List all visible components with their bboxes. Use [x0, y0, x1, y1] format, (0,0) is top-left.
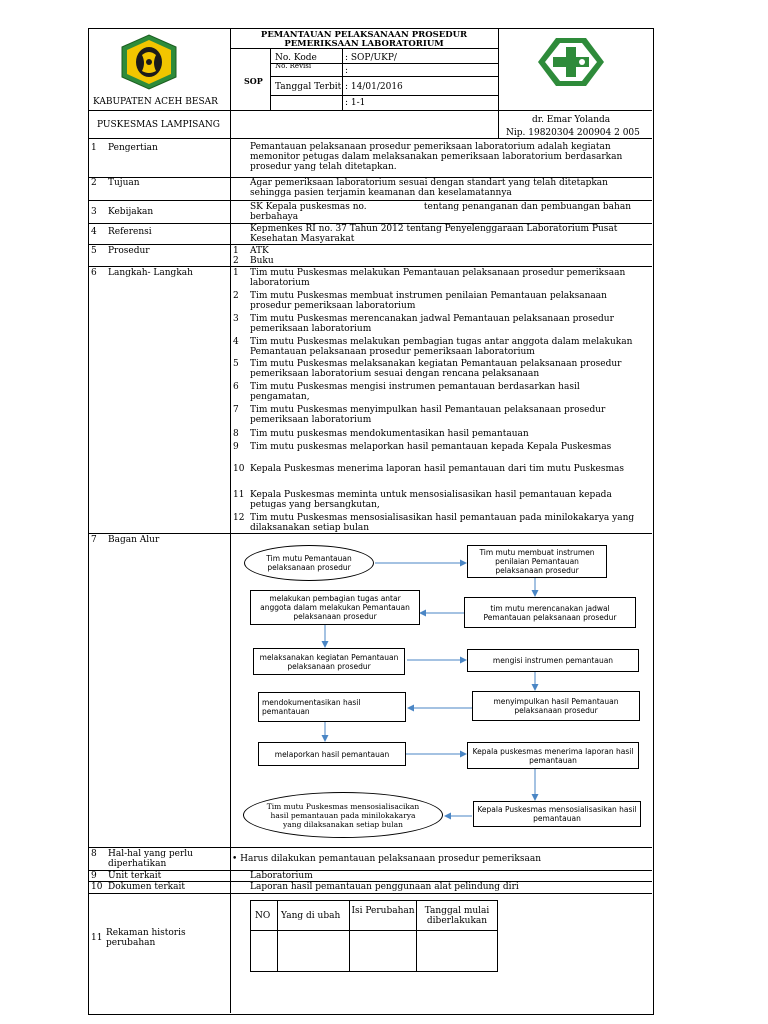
section-5-label: Prosedur	[108, 246, 150, 256]
step-item: Tim mutu Puskesmas menyimpulkan hasil Pemantauan pelaksanaan prosedur pemeriksaan laboratorium	[250, 405, 606, 425]
prosedur-item-2: Buku	[250, 256, 274, 266]
prosedur-item-2-number: 2	[233, 256, 239, 266]
step-item: Kepala Puskesmas menerima laporan hasil pemantauan dari tim mutu Puskesmas	[250, 464, 624, 474]
step-number: 2	[233, 291, 239, 301]
flow-box-10: Kepala puskesmas menerima laporan hasil pemantauan	[467, 742, 639, 769]
flow-box-4: melakukan pembagian tugas antar anggota dalam melakukan Pemantauan pelaksanaan prosedur	[250, 590, 420, 625]
signer-nip: Nip. 19820304 200904 2 005	[506, 128, 640, 138]
sop-label: SOP	[244, 76, 263, 86]
step-number: 6	[233, 382, 239, 392]
section-9-number: 9	[91, 871, 97, 881]
section-9-text: Laboratorium	[250, 871, 313, 881]
step-item: Tim mutu Puskesmas melakukan Pemantauan pelaksanaan prosedur pemeriksaan laboratorium	[250, 268, 626, 288]
step-number: 4	[233, 337, 239, 347]
document-title-line1: PEMANTAUAN PELAKSANAAN PROSEDUR	[260, 30, 468, 40]
flow-box-9: melaporkan hasil pemantauan	[258, 742, 406, 766]
flow-box-1: Tim mutu Pemantauan pelaksanaan prosedur	[244, 545, 374, 581]
step-number: 12	[233, 513, 245, 523]
section-3-label: Kebijakan	[108, 207, 154, 217]
prosedur-item-1-number: 1	[233, 246, 239, 256]
step-number: 8	[233, 429, 239, 439]
prosedur-item-1: ATK	[250, 246, 269, 256]
section-10-text: Laporan hasil pemantauan penggunaan alat pelindung diri	[250, 882, 519, 892]
aceh-besar-logo	[118, 33, 180, 91]
section-4-label: Referensi	[108, 227, 152, 237]
section-2-number: 2	[91, 178, 97, 188]
field-code-label: No. Kode	[275, 53, 317, 63]
section-8-number: 8	[91, 849, 97, 859]
health-cross-logo	[536, 36, 606, 88]
step-item: Tim mutu Puskesmas melakukan pembagian tugas antar anggota dalam melakukan Pemantauan pelaksanaan prosedur pemeriksaan laboratorium	[250, 337, 633, 357]
section-11-number: 11	[91, 933, 103, 943]
section-8-label: Hal-hal yang perlu diperhatikan	[108, 849, 193, 869]
flow-box-6: mengisi instrumen pemantauan	[467, 649, 639, 672]
step-number: 7	[233, 405, 239, 415]
step-number: 9	[233, 442, 239, 452]
section-7-label: Bagan Alur	[108, 535, 160, 545]
flow-box-12: Tim mutu Puskesmas mensosialisacikan hasil pemantauan pada minilokakarya yang dilaksanakan setiap bulan	[243, 792, 443, 838]
history-header-changed: Yang di ubah	[281, 911, 341, 921]
field-page-value: : 1-1	[345, 98, 366, 108]
section-6-number: 6	[91, 268, 97, 278]
step-item: Tim mutu Puskesmas mengisi instrumen pemantauan berdasarkan hasil pengamatan,	[250, 382, 580, 402]
field-revision-label: No. Revisi	[275, 63, 312, 69]
flow-box-5: melaksanakan kegiatan Pemantauan pelaksanaan prosedur	[253, 648, 405, 675]
step-item: Tim mutu Puskesmas merencanakan jadwal Pemantauan pelaksanaan prosedur pemeriksaan laboratorium	[250, 314, 614, 334]
section-7-number: 7	[91, 535, 97, 545]
step-number: 5	[233, 359, 239, 369]
section-10-number: 10	[91, 882, 103, 892]
flow-box-7: menyimpulkan hasil Pemantauan pelaksanaan prosedur	[472, 691, 640, 721]
section-2-text: Agar pemeriksaan laboratorium sesuai dengan standart yang telah ditetapkan sehingga pasien terjamin keamanan dan keselamatannya	[250, 178, 608, 198]
field-date-label: Tanggal Terbit	[275, 82, 342, 92]
history-header-no: NO	[255, 911, 271, 921]
section-1-text: Pemantauan pelaksanaan prosedur pemeriksaan laboratorium adalah kegiatan memonitor petugas dalam melaksanakan pemeriksaan laboratorium berdasarkan prosedur yang telah ditetapkan.	[250, 142, 623, 172]
section-3-text: SK Kepala puskesmas no. tentang penanganan dan pembuangan bahan berbahaya	[250, 202, 634, 222]
signer-name: dr. Emar Yolanda	[532, 115, 611, 125]
step-number: 10	[233, 464, 245, 474]
facility-name: PUSKESMAS LAMPISANG	[97, 120, 220, 130]
section-9-label: Unit terkait	[108, 871, 162, 881]
step-item: Tim mutu Puskesmas membuat instrumen penilaian Pemantauan pelaksanaan prosedur pemeriksaan laboratorium	[250, 291, 607, 311]
section-1-label: Pengertian	[108, 143, 158, 153]
step-item: Tim mutu Puskesmas mensosialisasikan hasil pemantauan pada minilokakarya yang dilaksanakan setiap bulan	[250, 513, 635, 533]
field-date-value: : 14/01/2016	[345, 82, 403, 92]
section-11-label: Rekaman historis perubahan	[106, 928, 186, 948]
step-number: 1	[233, 268, 239, 278]
flow-box-2: Tim mutu membuat instrumen penilaian Pemantauan pelaksanaan prosedur	[467, 545, 607, 578]
step-number: 3	[233, 314, 239, 324]
step-item: Tim mutu puskesmas melaporkan hasil pemantauan kepada Kepala Puskesmas	[250, 442, 612, 452]
field-code-value: : SOP/UKP/	[345, 53, 397, 63]
flow-box-11: Kepala Puskesmas mensosialisasikan hasil pemantauan	[473, 801, 641, 827]
document-title-line2: PEMERIKSAAN LABORATORIUM	[284, 39, 444, 49]
history-header-date: Tanggal mulai diberlakukan	[424, 906, 490, 926]
step-item: Tim mutu Puskesmas melaksanakan kegiatan Pemantauan pelaksanaan prosedur pemeriksaan laboratorium sesuai dengan rencana pelaksanaan	[250, 359, 622, 379]
section-4-text: Kepmenkes RI no. 37 Tahun 2012 tentang Penyelenggaraan Laboratorium Pusat Kesehatan Masyarakat	[250, 224, 618, 244]
section-6-label: Langkah- Langkah	[108, 268, 193, 278]
section-10-label: Dokumen terkait	[108, 882, 185, 892]
section-3-number: 3	[91, 207, 97, 217]
section-5-number: 5	[91, 246, 97, 256]
section-2-label: Tujuan	[108, 178, 140, 188]
flow-box-8: mendokumentasikan hasil pemantauan	[258, 692, 406, 722]
history-header-content: Isi Perubahan	[351, 906, 415, 916]
flow-box-3: tim mutu merencanakan jadwal Pemantauan pelaksanaan prosedur	[464, 597, 636, 628]
step-number: 11	[233, 490, 245, 500]
section-8-text: • Harus dilakukan pemantauan pelaksanaan prosedur pemeriksaan	[232, 854, 541, 864]
step-item: Kepala Puskesmas meminta untuk mensosialisasikan hasil pemantauan kepada petugas yang bersangkutan,	[250, 490, 612, 510]
field-revision-value: :	[345, 66, 349, 76]
region-name: KABUPATEN ACEH BESAR	[93, 97, 218, 107]
step-item: Tim mutu puskesmas mendokumentasikan hasil pemantauan	[250, 429, 529, 439]
section-4-number: 4	[91, 227, 97, 237]
section-1-number: 1	[91, 143, 97, 153]
